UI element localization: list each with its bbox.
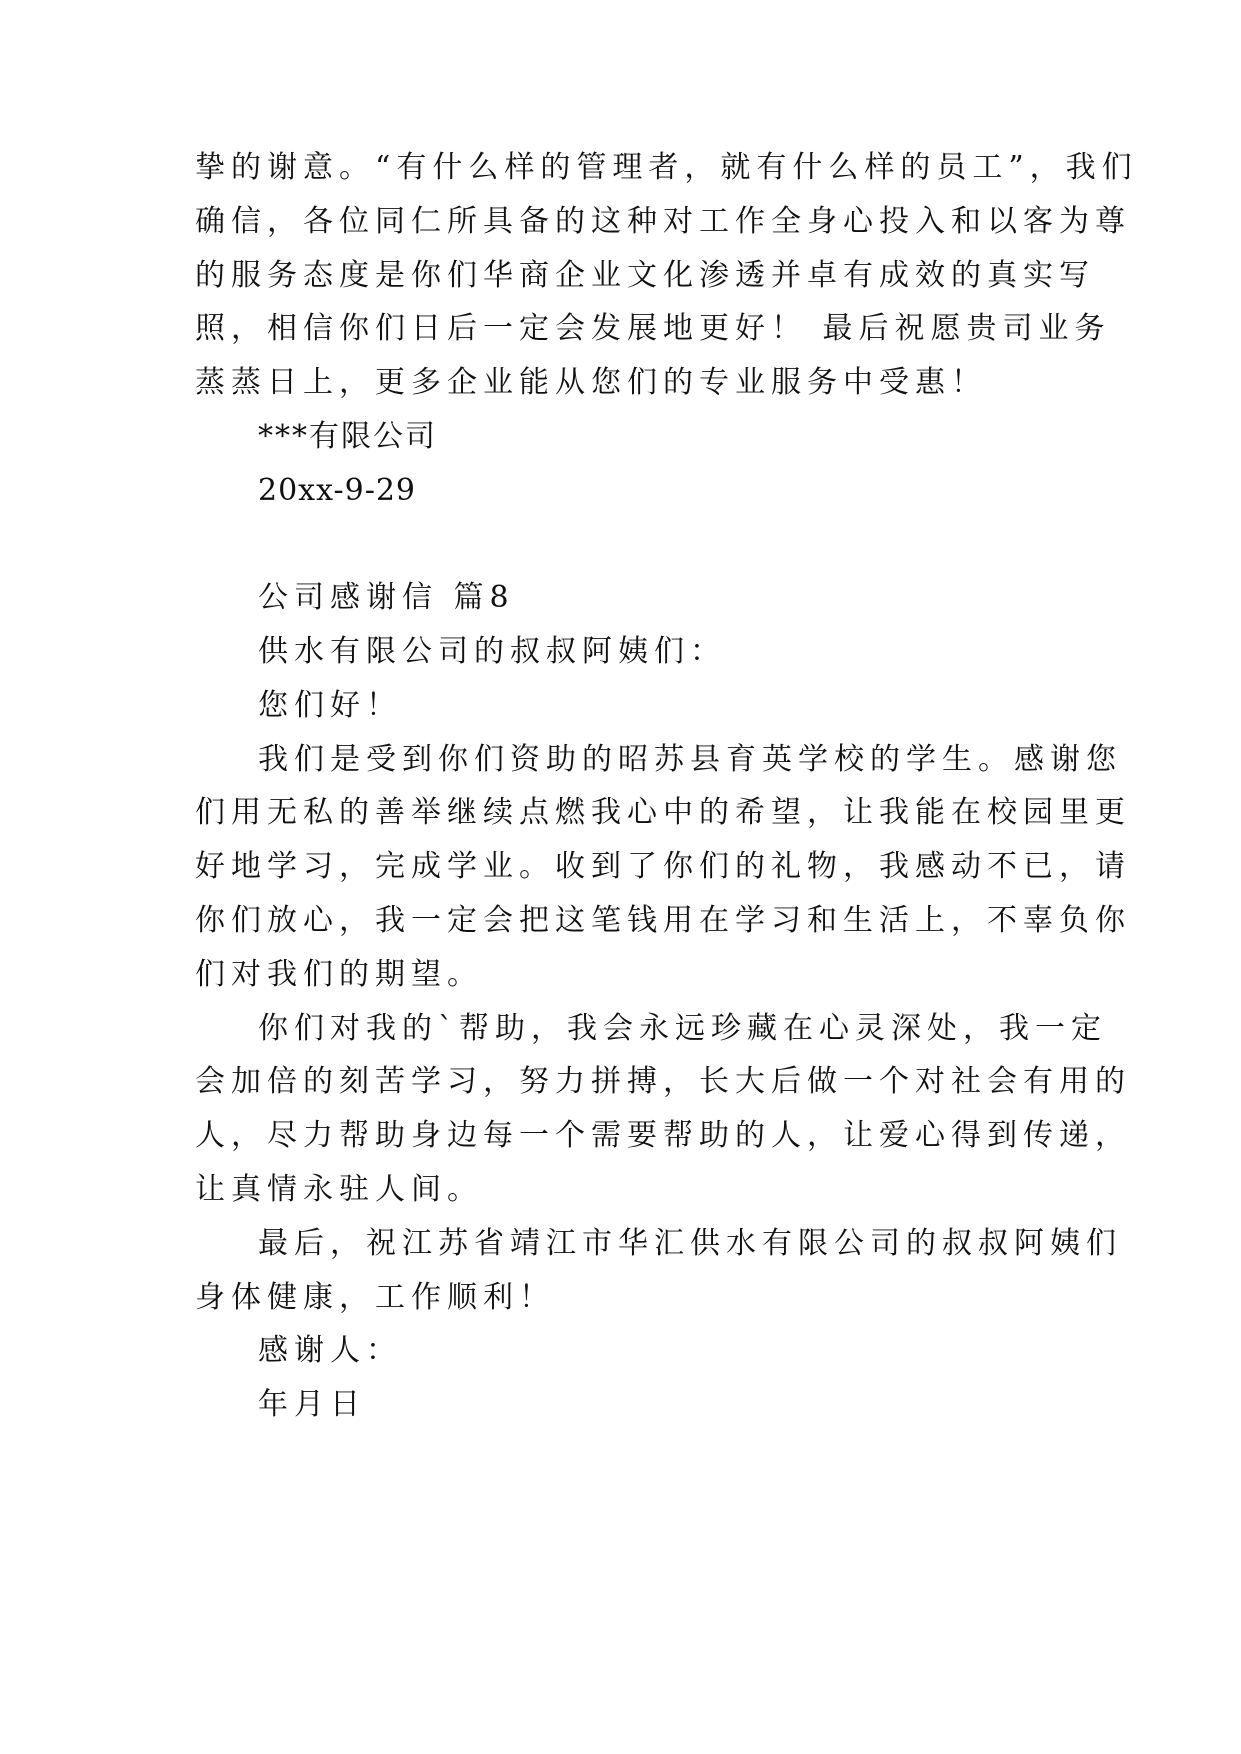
signature-date: 20xx-9-29	[258, 473, 417, 508]
body-text-line: 挚的谢意。“有什么样的管理者，就有什么样的员工”，我们	[195, 150, 1138, 185]
letter-salutation: 供水有限公司的叔叔阿姨们：	[258, 634, 726, 669]
letter-greeting: 您们好！	[258, 688, 402, 723]
paragraph-3-line: 最后，祝江苏省靖江市华汇供水有限公司的叔叔阿姨们	[258, 1226, 1122, 1261]
body-text-line: 蒸蒸日上，更多企业能从您们的专业服务中受惠！	[195, 365, 987, 400]
signature-company: ***有限公司	[258, 419, 437, 454]
paragraph-2-line: 会加倍的刻苦学习，努力拼搏，长大后做一个对社会有用的	[195, 1064, 1131, 1099]
paragraph-3-line: 身体健康，工作顺利！	[195, 1280, 555, 1315]
paragraph-2-line: 让真情永驻人间。	[195, 1172, 483, 1207]
paragraph-1-line: 你们放心，我一定会把这笔钱用在学习和生活上，不辜负你	[195, 903, 1131, 938]
paragraph-1-line: 好地学习，完成学业。收到了你们的礼物，我感动不已，请	[195, 849, 1131, 884]
paragraph-1-line: 们对我们的期望。	[195, 957, 483, 992]
paragraph-2-line: 人，尽力帮助身边每一个需要帮助的人，让爱心得到传递，	[195, 1118, 1131, 1153]
paragraph-2-line: 你们对我的`帮助，我会永远珍藏在心灵深处，我一定	[258, 1011, 1107, 1046]
paragraph-1-line: 们用无私的善举继续点燃我心中的希望，让我能在校园里更	[195, 795, 1131, 830]
thanks-by-label: 感谢人：	[258, 1333, 402, 1368]
body-text-line: 照，相信你们日后一定会发展地更好！ 最后祝愿贵司业务	[195, 311, 1111, 346]
paragraph-1-line: 我们是受到你们资助的昭苏县育英学校的学生。感谢您	[258, 742, 1122, 777]
body-text-line: 确信，各位同仁所具备的这种对工作全身心投入和以客为尊	[195, 204, 1131, 239]
letter-heading: 公司感谢信 篇8	[258, 580, 515, 615]
date-placeholder: 年月日	[258, 1387, 366, 1422]
body-text-line: 的服务态度是你们华商企业文化渗透并卓有成效的真实写	[195, 258, 1095, 293]
